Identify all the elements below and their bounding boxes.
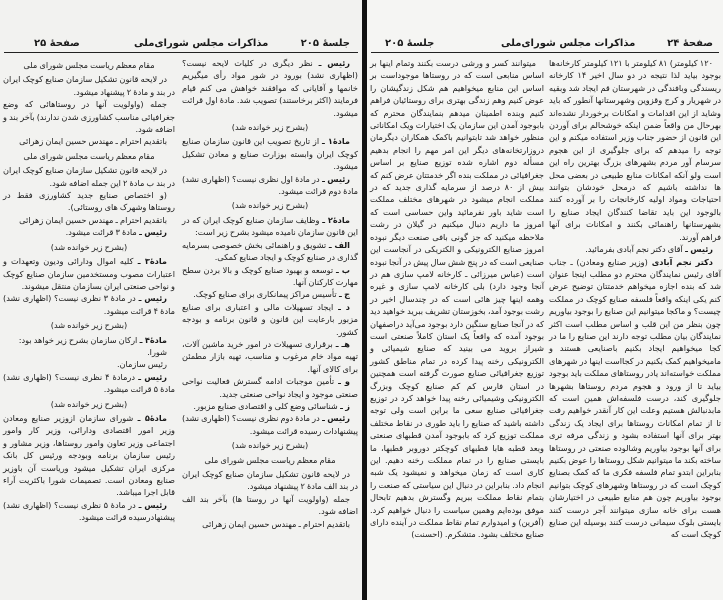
paragraph	[182, 57, 358, 119]
paragraph	[182, 338, 358, 375]
paragraph-text: از تاریخ تصویب این قانون سازمان صنایع کوچک ایران وابسته بوزارت صنایع و معادن تشکیل میشود.	[182, 136, 358, 172]
paragraph-text: (بشرح زیر خوانده شد)	[50, 241, 128, 252]
paragraph	[3, 292, 175, 317]
paragraph-text: (بشرح زیر خوانده شد)	[231, 440, 309, 451]
speaker-label: رئیس ـ	[319, 413, 350, 424]
page-number: صفحهٔ ۲۵	[34, 38, 80, 49]
paragraph	[3, 334, 175, 346]
paragraph	[3, 214, 175, 226]
text-column	[3, 57, 175, 524]
paragraph-text: تأسیس مراکز پیمانکاری برای صنایع کوچک.	[193, 289, 337, 300]
speaker-label: د ـ	[333, 301, 350, 312]
paragraph	[182, 400, 358, 412]
centered-note	[182, 199, 358, 211]
paragraph	[182, 375, 358, 400]
speaker-label: و ـ	[334, 376, 350, 387]
paragraph-text: (وزیر صنایع ومعادن) ـ جناب آقای رئیس نمایندگان محترم دو مطلب اینجا عنوان شد که بنده اجازه میخواهم خدمتتان توضیح عرض کنم یکی اینکه واقعاً فلسفه صنایع کوچک در مملکت چیست؟ و ماکجا میتوانیم این صنایع را بوجود بیاوریم چون بنظر من این قلب و اساس مطلب است اکثر نمایندگان بیان مطلب توجه دارند این صنایع را ما در کجا میخواهیم ایجاد بکنیم باصنایعی هستند و مامیخواهیم کمک بکنیم در کجااست اینها در شهرهای مملکت خواسته‌اند یادر روستاهای مملکت باید بوجود بیاید تا از ورود و هجوم مردم روستاها بشهرها جلوگیری کند، درست فلسفه‌اش همین است که مابدنبالش هستیم وعلت این کار آنقدر خواهیم رفت تا از تمام امکانات روستاها برای ایجاد یک زندگی بهتر برای آنها استفاده بشود و زندگی مرفه تری برای آنها بوجود بیاوریم وشالوده صنعتی در روستاها ساخته بکند ما میتوانیم شکل روستاها را عوض بکنیم بنابراین ابتدو تمام فلسفه فکری ما که کمک بصنایع کوچک است که در روستاها وشهرهای کوچک بتوانیم بوجود بیاوریم چون هم منابع طبیعی در اختیارشان هست برای خانه سازی میتوانند آجر درست کنند بایستی بلوک سیمانی درست کنند بوسیله این صنایع کوچک است که	[549, 256, 721, 540]
paragraph-text: (بشرح زیر خوانده شد)	[231, 122, 309, 133]
paragraph	[3, 226, 175, 238]
paragraph-text: شناسائی وضع کلی و اقتصادی صنایع مزبور.	[193, 400, 338, 411]
paragraph	[182, 239, 358, 264]
paragraph	[3, 164, 175, 189]
paragraph-text: در مادهٔ دوم نظری نیست؟ (اظهاری نشد) پیشنهادات رسیده قرائت میشود.	[182, 413, 358, 436]
paragraph-text: کلیه اموال ودارائی ودیون وتعهدات و اعتبارات مصوب ومستخدمین سازمان صنایع کوچک و نواحی صنعتی ایران بسازمان منتقل میشوند.	[3, 256, 175, 291]
paragraph	[3, 73, 175, 98]
paragraph	[182, 301, 358, 338]
paragraph-text: در مادهٔ ۳ نظری نیست؟ (اظهاری نشد) مادهٔ ۴ قرائت میشود.	[3, 293, 175, 316]
paragraph-text: ایجاد تسهیلات مالی و اعتباری برای صنایع مزبور بارعایت این قانون و قانون برنامه و بودجه کشور.	[182, 301, 358, 337]
text-column	[549, 57, 721, 541]
paragraph-text: جمله (واولویت آنها در روستاهائی که وضع جغرافیائی مناسب کشاورزی شدن ندارند) بآخر بند و اضافه شود.	[3, 99, 175, 135]
paragraph-text: در لایحه قانون تشکیل سازمان صنایع کوچک ایران در بند و مادهٔ ۲ پیشنهاد میشود.	[3, 74, 175, 97]
paragraph	[3, 358, 175, 370]
paragraph	[182, 468, 358, 493]
paragraph-text: (بشرح زیر خوانده شد)	[50, 320, 128, 331]
right-page	[367, 0, 723, 600]
speaker-label: رئیس ـ	[135, 499, 167, 510]
paragraph-text: ارکان سازمان بشرح زیر خواهد بود:	[18, 334, 138, 345]
paragraph	[182, 135, 358, 172]
paragraph-text: مقام معظم ریاست مجلس شورای ملی	[23, 150, 155, 161]
speaker-label: رئیس ـ	[682, 244, 713, 255]
speaker-label: ب ـ	[333, 264, 350, 275]
paragraph	[3, 371, 175, 396]
paragraph-text: مادهٔ ۳ قرائت میشود.	[65, 227, 137, 238]
paragraph-text: تشویق و راهنمائی بخش خصوصی بسرمایه گذاری در صنایع کوچک و ایجاد صنایع کمکی.	[182, 239, 358, 263]
paragraph	[182, 264, 358, 289]
session-number: جلسهٔ ۲۰۵	[385, 38, 435, 49]
paragraph-text: توسعه و بهبود صنایع کوچک و بالا بردن سطح مهارت کارکنان آنها.	[182, 264, 358, 287]
speaker-label: الف ـ	[326, 239, 350, 250]
paragraph-text: مقام معظم ریاست مجلس شورای ملی	[23, 60, 155, 70]
paragraph	[3, 255, 175, 292]
paragraph-text: رئیس سازمان.	[116, 359, 167, 370]
centered-note	[3, 59, 175, 71]
paragraph	[3, 135, 175, 147]
paragraph-text: (بشرح زیر خوانده شد)	[231, 200, 309, 211]
text-column	[370, 57, 544, 541]
speaker-label: مادهٔ۲ ـ	[319, 214, 351, 225]
paragraph	[3, 346, 175, 358]
centered-note	[182, 121, 358, 133]
paragraph	[182, 518, 358, 530]
speaker-label: دکتر نجم آبادی	[647, 256, 713, 267]
paragraph-text: شورای سازمان ازوزیر صنایع ومعادن وزیر امور اقتصادی ودارائی، وزیر کار وامور اجتماعی وزیر تعاون وامور روستاها، وزیر مشاور و رئیس سازمان برنامه وبودجه ورئیس کل بانک مرکزی ایران تشکیل میشود وریاست آن باوزیر صنایع ومعادن است. تصمیمات شورا باکثریت آراء قابل اجرا میباشد.	[3, 412, 175, 498]
paragraph-text: در مادهٔ اول نظری نیست؟ (اظهاری نشد) مادهٔ دوم قرائت میشود.	[182, 173, 358, 197]
paragraph-text: در لایحه قانون تشکیل سازمان صنایع کوچک ایران در بند الف مادهٔ ۲ پیشنهاد میشود.	[182, 469, 358, 492]
paragraph	[182, 288, 358, 300]
centered-note	[3, 398, 175, 410]
paragraph-text: (بشرح زیر خوانده شد)	[50, 398, 128, 409]
paragraph-text: باتقدیم احترام ـ مهندس حسین ایمان زهرائی	[202, 518, 350, 529]
centered-note	[3, 319, 175, 331]
paragraph-text: در لایحه قانون تشکیل سازمان صنایع کوچک ایران در بند ب مادهٔ ۲ این جمله اضافه شود.	[3, 165, 175, 188]
paragraph	[3, 189, 175, 214]
paragraph	[3, 499, 175, 524]
paragraph-text: جمله (واولویت آنها در روستا ها) بآخر بند الف اضافه شود.	[182, 493, 358, 517]
page-header	[371, 36, 719, 53]
paragraph	[549, 57, 721, 243]
paragraph	[3, 412, 175, 499]
paragraph	[370, 57, 544, 541]
speaker-label: رئیس ـ	[136, 227, 167, 238]
speaker-label: ز ـ	[337, 400, 350, 411]
speaker-label: مادهٔ۵ ـ	[133, 412, 167, 423]
session-number: جلسهٔ ۲۰۵	[300, 38, 350, 49]
speaker-label: مادهٔ۱ ـ	[319, 136, 350, 147]
centered-note	[3, 150, 175, 162]
publication-title: مذاکرات مجلس شورای‌ملی	[501, 38, 636, 49]
speaker-label: ج ـ	[336, 289, 350, 300]
paragraph-text: مقام معظم ریاست مجلس شورای ملی	[204, 454, 336, 465]
paragraph-text: باتقدیم احترام ـ مهندس حسین ایمان زهرائی	[19, 136, 167, 147]
paragraph-text: وظایف سازمان صنایع کوچک ایران که در این قانون سازمان نامیده میشود بشرح زیر است:	[182, 214, 358, 238]
speaker-label: مادهٔ۳ ـ	[133, 256, 167, 267]
paragraph-text: درمادهٔ ۴ نظری نیست؟ (اظهاری نشد) مادهٔ ۵ قرائت میشود.	[3, 371, 175, 395]
paragraph	[182, 493, 358, 518]
paragraph	[549, 243, 721, 255]
page-number: صفحهٔ ۲۴	[667, 38, 713, 49]
centered-note	[182, 439, 358, 451]
paragraph	[3, 98, 175, 135]
text-column	[182, 57, 358, 530]
paragraph	[182, 173, 358, 198]
paragraph-text: در مادهٔ ۵ نظری نیست؟ (اظهاری نشد) پیشنهادرسیده قرائت میشود.	[3, 499, 175, 523]
paragraph-text: ۱۲۰ کیلومتر) ۸۱ کیلومتر با ۱۲۱ کیلومتر کارخانه‌ها بوجود بیاید لذا نتیجه در دو سال اخیر ۱۴ کارخانه ریسندگی وبافندگی در شهرستان قم ایجاد شد وبقیه در شهریار و کرج وقزوین وشهرستانها آنطور که باید وشاید از این اقدامات و امکانات برخوردار نشده‌اند بهرحال من واقعاً ضمن اینکه خوشحالم برای آوردن این قانون از حضور جناب وزیر استفاده میکنم و این توجه را میدهم که برای جلوگیری از این هجوم سرسام آور مردم بشهرهای بزرگ بهترین راه این است ولو آنکه امکانات منابع طبیعی در بعضی محل ها نداشته باشیم که درمحل خودشان بتوانند احتیاجات ومواد اولیه کارخانجات را بر آورده کنند بالوجود این باید تقاضا کنندگان ایجاد صنایع را بشهرستانها راهنمائی بکنند و امکانات برای آنها فراهم آورند.	[549, 58, 721, 242]
paragraph-text: باتقدیم احترام ـ مهندس حسین ایمان زهرائی	[19, 214, 167, 225]
page-header	[4, 36, 358, 53]
paragraph-text: تأمین موجبات ادامه گسترش فعالیت نواحی صنعتی موجود و ایجاد نواحی صنعتی جدید.	[182, 376, 358, 399]
speaker-label: مادهٔ۴ ـ	[137, 334, 167, 345]
speaker-label: رئیس ـ	[134, 371, 167, 382]
paragraph	[549, 256, 721, 541]
speaker-label: رئیس ـ	[135, 293, 167, 304]
speaker-label: رئیس ـ	[312, 58, 351, 68]
speaker-label: هـ ـ	[332, 338, 350, 349]
publication-title: مذاکرات مجلس شورای‌ملی	[134, 38, 269, 49]
centered-note	[182, 454, 358, 466]
centered-note	[3, 241, 175, 253]
paragraph-text: (و اختصاص صنایع جدید کشاورزی فقط در روستاها وشهرک های روستائی).	[3, 190, 175, 213]
paragraph-text: شورا.	[147, 346, 167, 357]
paragraph-text: آقای دکتر نجم آبادی بفرمائید.	[585, 244, 683, 255]
paragraph-text: برقراری تسهیلات در امور خرید ماشین آلات، تهیه مواد خام مرغوب و مناسب، تهیه بازار مطمئن برای کالای آنها.	[182, 338, 358, 374]
paragraph	[182, 412, 358, 437]
paragraph-text: نظر دیگری در کلیات لایحه نیست؟ (اظهاری نشد) بورود در شور مواد رأی میگیریم خانمها و آقایانی که موافقند خواهش می کنم قیام فرمایند (اکثر برخاستند) تصویب شد. مادهٔ اول قرائت میشود.	[182, 58, 358, 118]
paragraph-text: میتوانند کسر و ورشی درست بکنند وتمام اینها بر اساس منابعی است که در روستاها موجوداست بر اساس این منابع میخواهیم هم شکل زندگیشان را عوض کنیم وهم زندگی بهتری برای روستائیان فراهم کنیم وبنده اطمینان میدهم بنمایندگان محترم که بابوجود آمدن این سازمان یک اختیارات ویک امکاناتی منظور خواهد شد تابتوانیم باکمک همکاران دیگرمان دروزارتخانه‌های دیگر این امر مهم را انجام بدهیم مسأله دوم اشاره شده توزیع صنایع بر اساس جغرافیائی در مملکت بنده اگر خدمتتان عرض کنم که بیش از ۸۰ درصد از سرمایه گذاری جدید که در مملکت انجام میشود در شهرهای مختلف مملکت است شاید باور نفرمائید واین حساسی است که امروز ما داریم دنبال میکنیم در گیلان در رشت ملاحظه میکنید که جز گونی بافی صنعت دیگر نبوده امروز صنایع الکترونیکی و الکتریکی در آنجاست این صنایعی است که در پنج شش سال پیش در آنجا نبوده است (عباس میرزائی ـ کارخانه لامپ سازی هم در آنجا وجود دارد) بلی کارخانه لامپ سازی و غیره وهمه اینها چیز هائی است که در چندسال اخیر در رشت بوجود آمد، بخوزستان تشریف ببرید خواهید دید که در آنجا صنایع سنگین دارد بوجود می‌آید دراصفهان بوجود آمده که واقعاً یک استان کاملاً صنعتی است شیراز بروید می بینید که صنایع شیمیائی و الکترونیکی رخنه پیدا کرده در تمام مناطق کشور توزیع جغرافیائی صنایع صورت گرفته است همچنین در استان فارس کم کم صنایع کوچک وبزرگ الکترونیکی وشیمیائی رخنه پیدا خواهد کرد در توزیع جغرافیائی صنایع سعی ما براین است ولی توجه داشته باشید که صنایع را باید طوری در نقاط مختلف مملکت توزیع کرد که بابوجود آمدن قطبهای صنعتی وبعد قطبه هابا قطبهای کوچکتر دوروبر قطبها، ما بایستی صنایع را در تمام مملکت رخنه دهیم. این کاری است که زمان میخواهد و نمیشود یک شبه انجام داد. بنابراین در دنبال این سیاستی که صنعت را بتمام نقاط مملکت ببریم وگسترش بدهیم تابحال موفق بوده‌ایم وهمین سیاست را دنبال خواهیم کرد. (آفرین) و امیدوارم تمام نقاط مملکت در آینده دارای صنایع مختلف بشود. متشکرم. (احسنت)	[370, 58, 544, 540]
speaker-label: رئیس ـ	[319, 173, 351, 184]
paragraph	[182, 214, 358, 239]
